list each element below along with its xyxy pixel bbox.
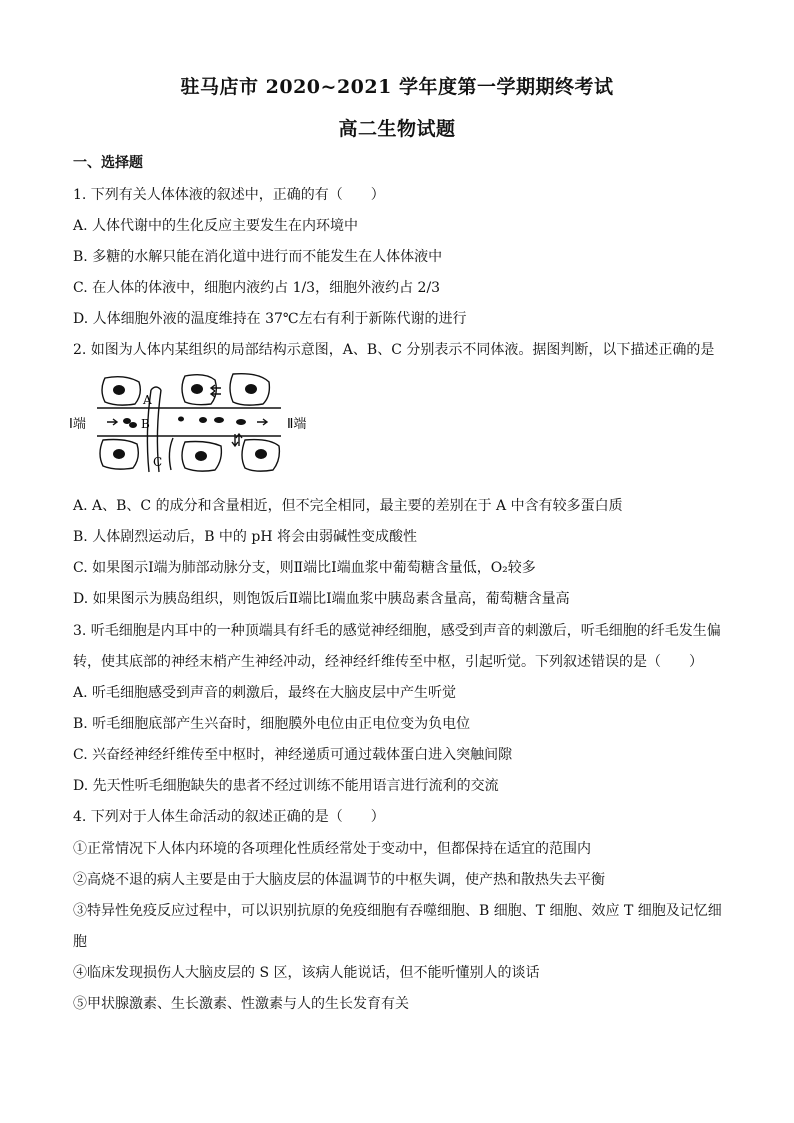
cell-nucleus <box>255 449 267 459</box>
q2-option-c: C. 如果图示Ⅰ端为肺部动脉分支，则Ⅱ端比Ⅰ端血浆中葡萄糖含量低，O₂较多 <box>73 560 536 576</box>
label-a: A <box>143 393 152 407</box>
exam-subtitle: 高二生物试题 <box>338 118 456 140</box>
cell-nucleus <box>113 385 125 395</box>
blood-cell <box>214 417 224 423</box>
q3-option-b: B. 听毛细胞底部产生兴奋时，细胞膜外电位由正电位变为负电位 <box>73 716 471 732</box>
q2-option-b: B. 人体剧烈运动后，B 中的 pH 将会由弱碱性变成酸性 <box>73 529 417 545</box>
q2-stem: 2. 如图为人体内某组织的局部结构示意图，A、B、C 分别表示不同体液。据图判断，以下描述正确的是 <box>73 342 715 358</box>
blood-cell <box>178 417 184 422</box>
cell-nucleus <box>195 451 207 461</box>
blood-cell <box>129 422 137 428</box>
q3-stem-line1: 3. 听毛细胞是内耳中的一种顶端具有纤毛的感觉神经细胞，感受到声音的刺激后，听毛细胞的纤毛发生偏 <box>73 623 721 639</box>
q2-option-a: A. A、B、C 的成分和含量相近，但不完全相同，最主要的差别在于 A 中含有较多蛋白质 <box>73 498 623 514</box>
blood-cell <box>236 419 246 425</box>
blood-cell <box>199 417 207 423</box>
q4-item-1: ①正常情况下人体内环境的各项理化性质经常处于变动中，但都保持在适宜的范围内 <box>73 841 591 857</box>
exam-title: 驻马店市 2020~2021 学年度第一学期期终考试 <box>180 76 614 98</box>
q4-item-2: ②高烧不退的病人主要是由于大脑皮层的体温调节的中枢失调，使产热和散热失去平衡 <box>73 872 605 888</box>
q1-option-a: A. 人体代谢中的生化反应主要发生在内环境中 <box>73 218 359 234</box>
q3-option-a: A. 听毛细胞感受到声音的刺激后，最终在大脑皮层中产生听觉 <box>73 685 457 701</box>
q1-option-c: C. 在人体的体液中，细胞内液约占 1/3，细胞外液约占 2/3 <box>73 280 441 296</box>
section-heading: 一、选择题 <box>73 155 143 171</box>
q1-stem: 1. 下列有关人体体液的叙述中，正确的有（ ） <box>73 187 385 203</box>
q4-item-3-cont: 胞 <box>73 934 87 950</box>
q4-item-3: ③特异性免疫反应过程中，可以识别抗原的免疫细胞有吞噬细胞、B 细胞、T 细胞、效应 T 细胞及记忆细 <box>73 903 722 919</box>
tissue-structure-diagram <box>69 372 313 476</box>
blood-cell <box>123 418 131 424</box>
q2-option-d: D. 如果图示为胰岛组织，则饱饭后Ⅱ端比Ⅰ端血浆中胰岛素含量高，葡萄糖含量高 <box>73 591 570 607</box>
q4-stem: 4. 下列对于人体生命活动的叙述正确的是（ ） <box>73 809 385 825</box>
cell-nucleus <box>245 384 257 394</box>
cell-nucleus <box>113 449 125 459</box>
q3-option-c: C. 兴奋经神经纤维传至中枢时，神经递质可通过载体蛋白进入突触间隙 <box>73 747 513 763</box>
cell-nucleus <box>191 384 203 394</box>
q1-option-d: D. 人体细胞外液的温度维持在 37℃左右有利于新陈代谢的进行 <box>73 311 467 327</box>
label-b: B <box>141 417 150 431</box>
q3-option-d: D. 先天性听毛细胞缺失的患者不经过训练不能用语言进行流利的交流 <box>73 778 499 794</box>
label-c: C <box>153 455 163 469</box>
label-end-ii: Ⅱ端 <box>287 417 307 432</box>
q4-item-5: ⑤甲状腺激素、生长激素、性激素与人的生长发育有关 <box>73 996 409 1012</box>
q1-option-b: B. 多糖的水解只能在消化道中进行而不能发生在人体体液中 <box>73 249 443 265</box>
label-end-i: Ⅰ端 <box>69 417 86 432</box>
q3-stem-line2: 转，使其底部的神经末梢产生神经冲动，经神经纤维传至中枢，引起听觉。下列叙述错误的是（ ） <box>73 654 703 670</box>
q4-item-4: ④临床发现损伤人大脑皮层的 S 区，该病人能说话，但不能听懂别人的谈话 <box>73 965 540 981</box>
